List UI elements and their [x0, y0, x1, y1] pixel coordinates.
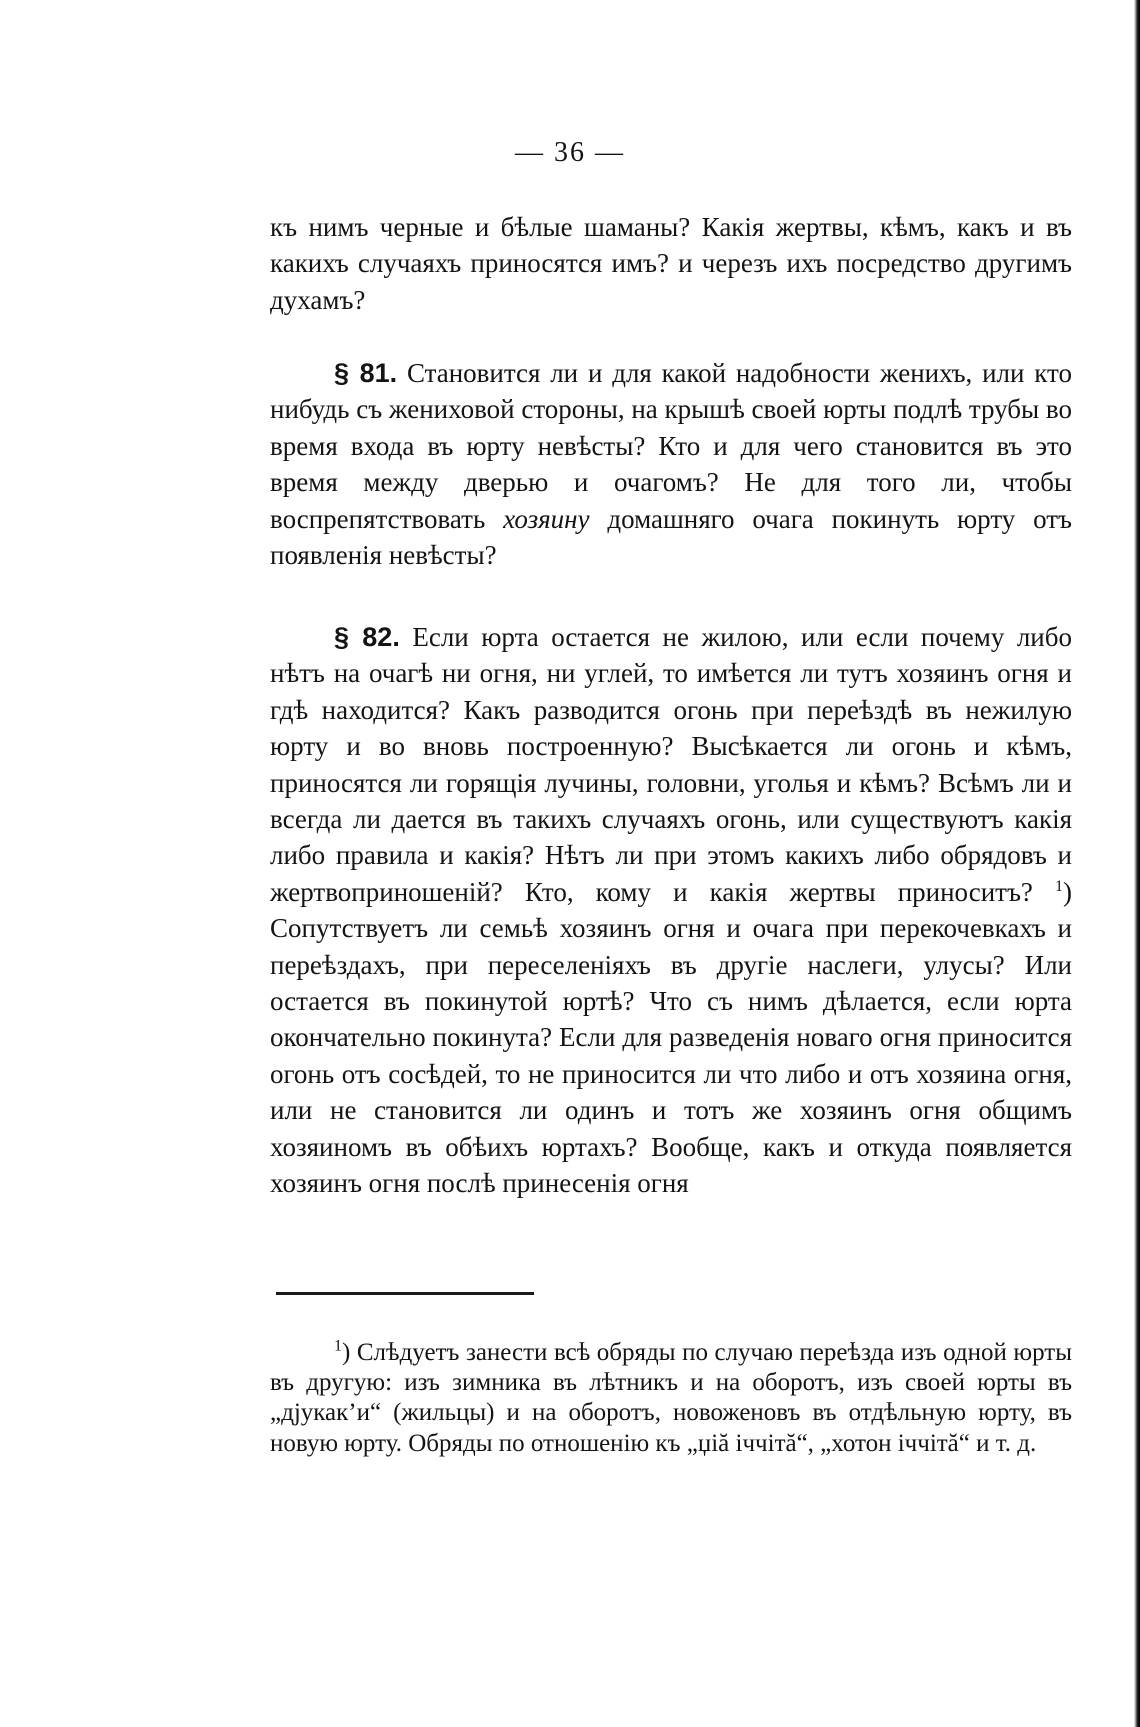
paragraph-81-text-after: домашняго очага покинуть юрту отъ появленія невѣсты? — [270, 503, 1072, 571]
footnote-marker: 1 — [334, 1337, 342, 1355]
paragraph-section-81 — [270, 355, 1072, 573]
paragraph-continued-text: къ нимъ черные и бѣлые шаманы? Какія жертвы, кѣмъ, какъ и въ какихъ случаяхъ приносятся имъ? и черезъ ихъ посредство другимъ духамъ? — [270, 212, 1072, 315]
paragraph-81-emphasis: хозяину — [503, 503, 590, 534]
paragraph-82-text-after: Сопутствуетъ ли семьѣ хозяинъ огня и очага при перекочевкахъ и переѣздахъ, при переселеніяхъ въ другіе наслеги, улусы? Или остается въ покинутой юртѣ? Что съ нимъ дѣлается, если юрта окончательно покинута? Если для разведенія новаго огня приносится огонь отъ сосѣдей, то не приносится ли что либо и отъ хозяина огня, или не становится ли одинъ и тотъ же хозяинъ огня общимъ хозяиномъ въ обѣихъ юртахъ? Вообще, какъ и откуда появляется хозяинъ огня послѣ принесенія огня — [270, 913, 1072, 1199]
paragraph-continued — [270, 209, 1072, 318]
footnote-reference[interactable]: 1 — [1055, 877, 1064, 895]
footnote-text: Слѣдуетъ занести всѣ обряды по случаю переѣзда изъ одной юрты въ другую: изъ зимника въ лѣтникъ и на оборотъ, изъ своей юрты въ „дјукак’и“ (жильцы) и на оборотъ, новоженовъ въ отдѣльную юрту, въ новую юрту. Обряды по отношенію къ „џiă iччiтă“, „хотон iччiтă“ и т. д. — [270, 1339, 1072, 1457]
paragraph-81-text: Становится ли и для какой надобности женихъ, или кто нибудь съ жениховой стороны, на крышѣ своей юрты подлѣ трубы во время входа въ юрту невѣсты? Кто и для чего становится въ это время между дверью и очагомъ? Не для того ли, чтобы воспрепятствовать — [270, 358, 1073, 534]
paragraph-section-82 — [270, 619, 1072, 1202]
paragraph-81-body — [270, 355, 1072, 573]
section-82-number: § 82. — [334, 622, 400, 652]
footnote — [270, 1338, 1072, 1459]
footnote-body: $^1$) Слѣдуетъ занести всѣ обряды по случаю переѣзда изъ одной юрты въ другую: изъ зимника въ лѣтникъ и на оборотъ, изъ своей юрты въ „дјукак’и“ (жильцы) и на оборотъ, новоженовъ въ отдѣльную юрту, въ новую юрту. Обряды по отношенію къ „џiă iччiтă“, „хотон iччiтă“ и т. д. — [270, 1337, 1072, 1457]
paragraph-82-body: § 82. Если юрта остается не жилою, или если почему либо нѣтъ на очагѣ ни огня, ни углей, то имѣется ли тутъ хозяинъ огня и гдѣ находится? Какъ разводится огонь при переѣздѣ въ нежилую юрту и во вновь построенную? Высѣкается ли огонь и кѣмъ, приносятся ли горящія лучины, головни, уголья и кѣмъ? Всѣмъ ли и всегда ли дается въ такихъ случаяхъ огонь, или существуютъ какія либо правила и какія? Нѣтъ ли при этомъ какихъ либо обрядовъ и жертвоприношеній? Кто, кому и какія жертвы приноситъ? $^1$) Сопутствуетъ ли семьѣ хозяинъ огня и очага при перекочевкахъ и переѣздахъ, при переселеніяхъ въ другіе наслеги, улусы? Или остается въ покинутой юртѣ? Что съ нимъ дѣлается, если юрта окончательно покинута? Если для разведенія новаго огня приносится огонь отъ сосѣдей, то не приносится ли что либо и отъ хозяина огня, или не становится ли одинъ и тотъ же хозяинъ огня общимъ хозяиномъ въ обѣихъ юртахъ? Вообще, какъ и откуда появляется хозяинъ огня послѣ принесенія огня — [270, 622, 1073, 1199]
paragraph-82-text: Если юрта остается не жилою, или если почему либо нѣтъ на очагѣ ни огня, ни углей, то имѣется ли тутъ хозяинъ огня и гдѣ находится? Какъ разводится огонь при переѣздѣ въ нежилую юрту и во вновь построенную? Высѣкается ли огонь и кѣмъ, приносятся ли горящія лучины, головни, уголья и кѣмъ? Всѣмъ ли и всегда ли дается въ такихъ случаяхъ огонь, или существуютъ какія либо правила и какія? Нѣтъ ли при этомъ какихъ либо обрядовъ и жертвоприношеній? Кто, кому и какія жертвы приноситъ? — [270, 622, 1072, 907]
page-number: — 36 — — [515, 137, 625, 168]
section-81-number: § 81. — [334, 358, 398, 388]
footnote-separator — [276, 1292, 534, 1295]
scan-edge-shadow — [1134, 0, 1140, 1727]
